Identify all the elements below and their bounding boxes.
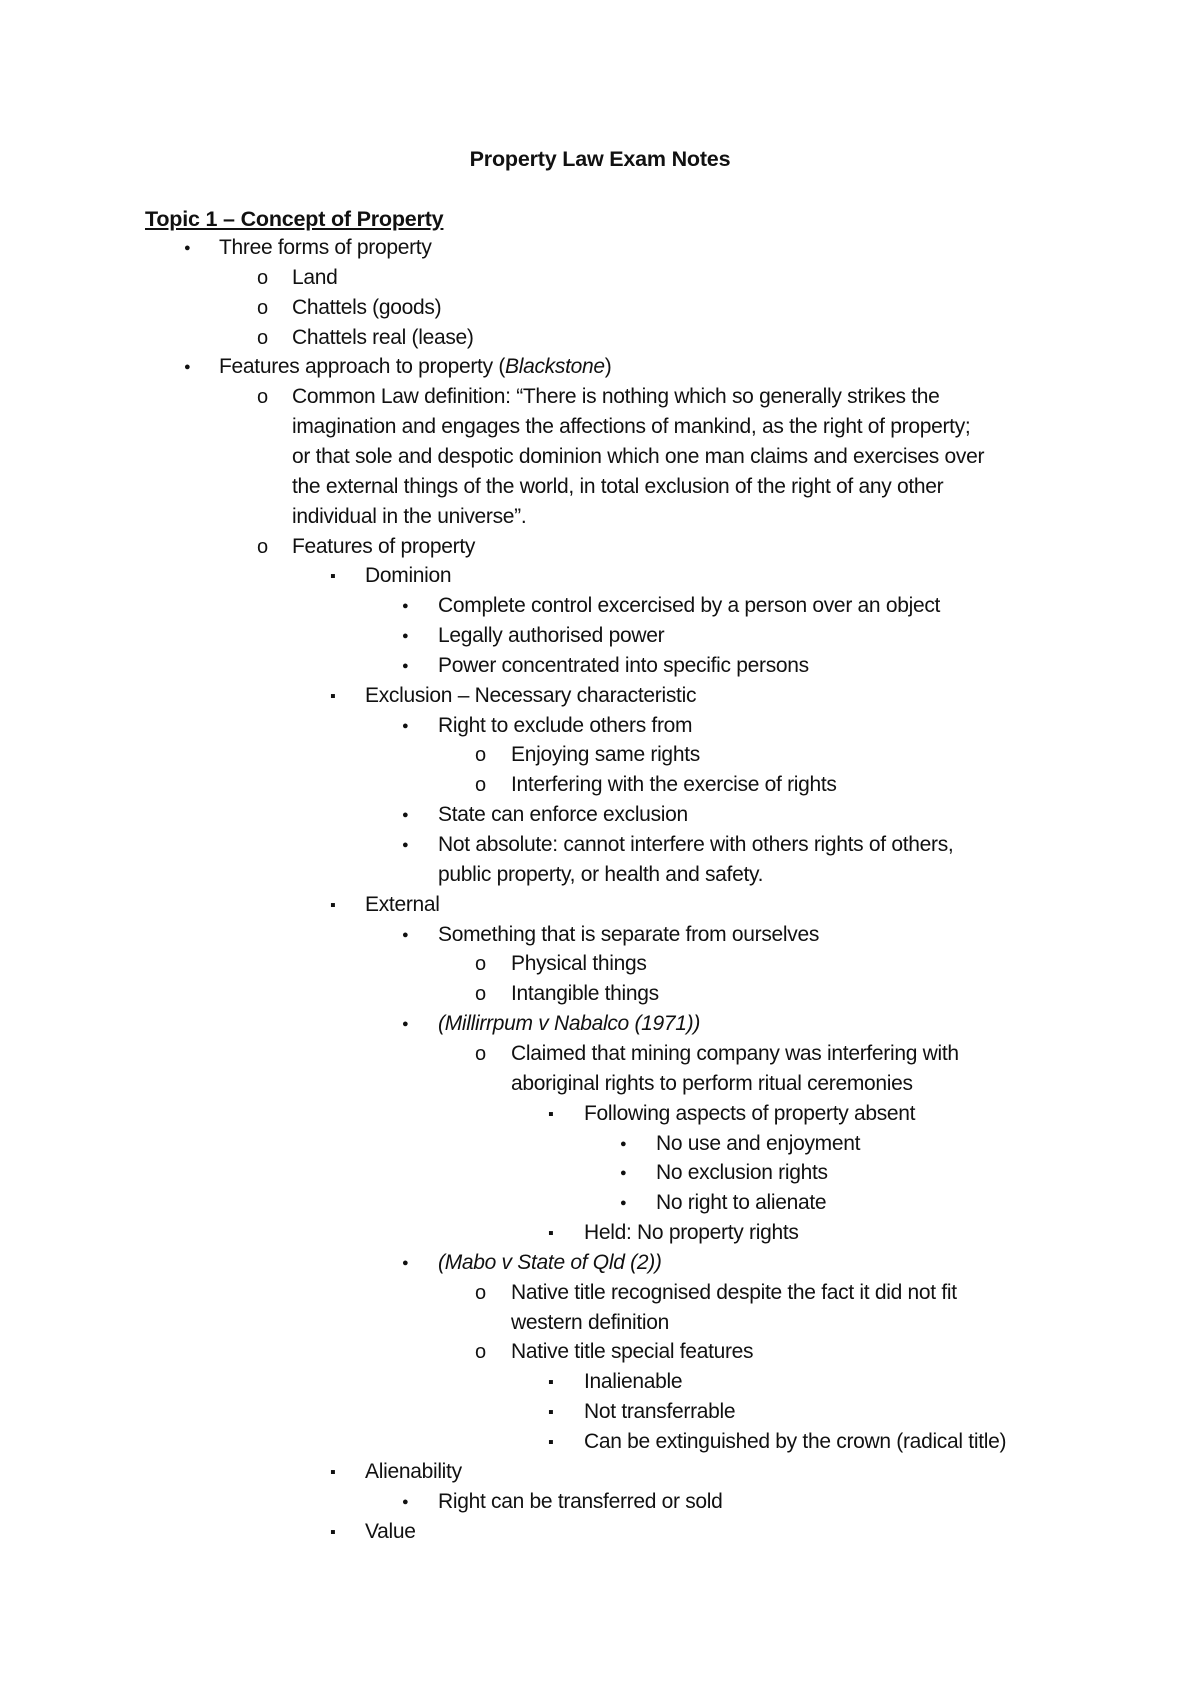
outline-item-text: Physical things <box>511 952 647 976</box>
outline-item-text: No use and enjoyment <box>656 1131 861 1155</box>
outline-item-text: No exclusion rights <box>656 1161 828 1185</box>
outline-item-text: External <box>365 892 440 916</box>
outline-item-text: western definition <box>511 1310 670 1334</box>
outline-item-text: Something that is separate from ourselves <box>438 922 820 946</box>
outline-item-text: Right can be transferred or sold <box>438 1489 723 1513</box>
hollow-bullet-icon <box>257 293 287 323</box>
outline-item-text: Chattels real (lease) <box>292 325 474 349</box>
outline-item-text: Features of property <box>292 534 476 558</box>
filled-bullet-icon <box>402 621 432 651</box>
outline-item-text: the external things of the world, in total exclusion of the right of any other <box>292 474 944 498</box>
square-bullet-icon <box>330 1517 360 1548</box>
source-citation: Blackstone <box>505 355 605 379</box>
square-bullet-icon <box>548 1367 578 1398</box>
outline-item-text: Complete control excercised by a person over an object <box>438 594 941 618</box>
outline-item-text: Native title special features <box>511 1340 754 1364</box>
square-bullet-icon <box>548 1427 578 1458</box>
hollow-bullet-icon <box>257 532 287 562</box>
square-bullet-icon <box>548 1099 578 1130</box>
outline-item-text: imagination and engages the affections of mankind, as the right of property; <box>292 415 971 439</box>
outline-item-text: aboriginal rights to perform ritual ceremonies <box>511 1071 913 1095</box>
square-bullet-icon <box>330 1457 360 1488</box>
outline-item-text: Native title recognised despite the fact it did not fit <box>511 1280 957 1304</box>
outline-item-text: Not absolute: cannot interfere with others rights of others, <box>438 833 954 856</box>
outline-item-text: Can be extinguished by the crown (radical title) <box>584 1430 1007 1453</box>
hollow-bullet-icon <box>475 740 505 770</box>
outline-item-text: public property, or health and safety. <box>438 862 764 886</box>
outline-item-text: Common Law definition: “There is nothing which so generally strikes the <box>292 385 940 409</box>
outline-item-text: Exclusion – Necessary characteristic <box>365 683 697 707</box>
hollow-bullet-icon <box>257 382 287 412</box>
hollow-bullet-icon <box>257 263 287 293</box>
outline-item-text: (Millirrpum v Nabalco (1971)) <box>438 1012 701 1036</box>
square-bullet-icon <box>330 561 360 592</box>
filled-bullet-icon <box>402 800 432 830</box>
filled-bullet-icon <box>620 1188 650 1218</box>
outline-item-text: Value <box>365 1519 416 1543</box>
outline-item-text: Following aspects of property absent <box>584 1101 916 1125</box>
outline-item-text: (Mabo v State of Qld (2)) <box>438 1250 662 1274</box>
outline-item-text: Inalienable <box>584 1370 683 1394</box>
outline-item-text: Claimed that mining company was interfering with <box>511 1041 959 1065</box>
square-bullet-icon <box>548 1218 578 1249</box>
outline-item-text: Power concentrated into specific persons <box>438 653 809 677</box>
outline-item-text: Held: No property rights <box>584 1221 799 1245</box>
square-bullet-icon <box>330 890 360 921</box>
filled-bullet-icon <box>184 352 214 382</box>
outline-item-text: Intangible things <box>511 982 659 1006</box>
outline-item-text: Legally authorised power <box>438 624 665 648</box>
outline-item-text: Land <box>292 265 338 289</box>
outline-item-text: Chattels (goods) <box>292 295 442 319</box>
outline-text-part: ) <box>604 355 612 379</box>
hollow-bullet-icon <box>475 979 505 1009</box>
filled-bullet-icon <box>620 1158 650 1188</box>
filled-bullet-icon <box>402 651 432 681</box>
outline-item-text: or that sole and despotic dominion which one man claims and exercises over <box>292 444 985 468</box>
hollow-bullet-icon <box>475 949 505 979</box>
hollow-bullet-icon <box>475 1337 505 1367</box>
outline-item-text: Alienability <box>365 1459 462 1483</box>
filled-bullet-icon <box>402 1009 432 1039</box>
section-heading: Topic 1 – Concept of Property <box>145 207 444 231</box>
outline-item-text: No right to alienate <box>656 1191 827 1215</box>
filled-bullet-icon <box>402 711 432 741</box>
filled-bullet-icon <box>620 1129 650 1159</box>
outline-item-text: Dominion <box>365 564 452 588</box>
filled-bullet-icon <box>184 233 214 263</box>
outline-item-text <box>219 352 611 382</box>
outline-text-part: Features approach to property ( <box>219 355 506 379</box>
outline-item-text: Not transferrable <box>584 1400 736 1424</box>
outline-item-text: Enjoying same rights <box>511 743 700 767</box>
outline-item-text: individual in the universe”. <box>292 504 527 528</box>
filled-bullet-icon <box>402 1248 432 1278</box>
outline-item-text: Right to exclude others from <box>438 713 693 737</box>
outline-item-text: Interfering with the exercise of rights <box>511 773 837 797</box>
hollow-bullet-icon <box>475 770 505 800</box>
filled-bullet-icon <box>402 920 432 950</box>
hollow-bullet-icon <box>475 1039 505 1069</box>
document-title: Property Law Exam Notes <box>469 147 731 171</box>
filled-bullet-icon <box>402 830 432 860</box>
outline-item-text: Three forms of property <box>219 236 432 259</box>
hollow-bullet-icon <box>475 1278 505 1308</box>
hollow-bullet-icon <box>257 323 287 353</box>
square-bullet-icon <box>330 681 360 712</box>
outline-item-text: State can enforce exclusion <box>438 803 688 827</box>
filled-bullet-icon <box>402 1487 432 1517</box>
square-bullet-icon <box>548 1397 578 1428</box>
filled-bullet-icon <box>402 591 432 621</box>
